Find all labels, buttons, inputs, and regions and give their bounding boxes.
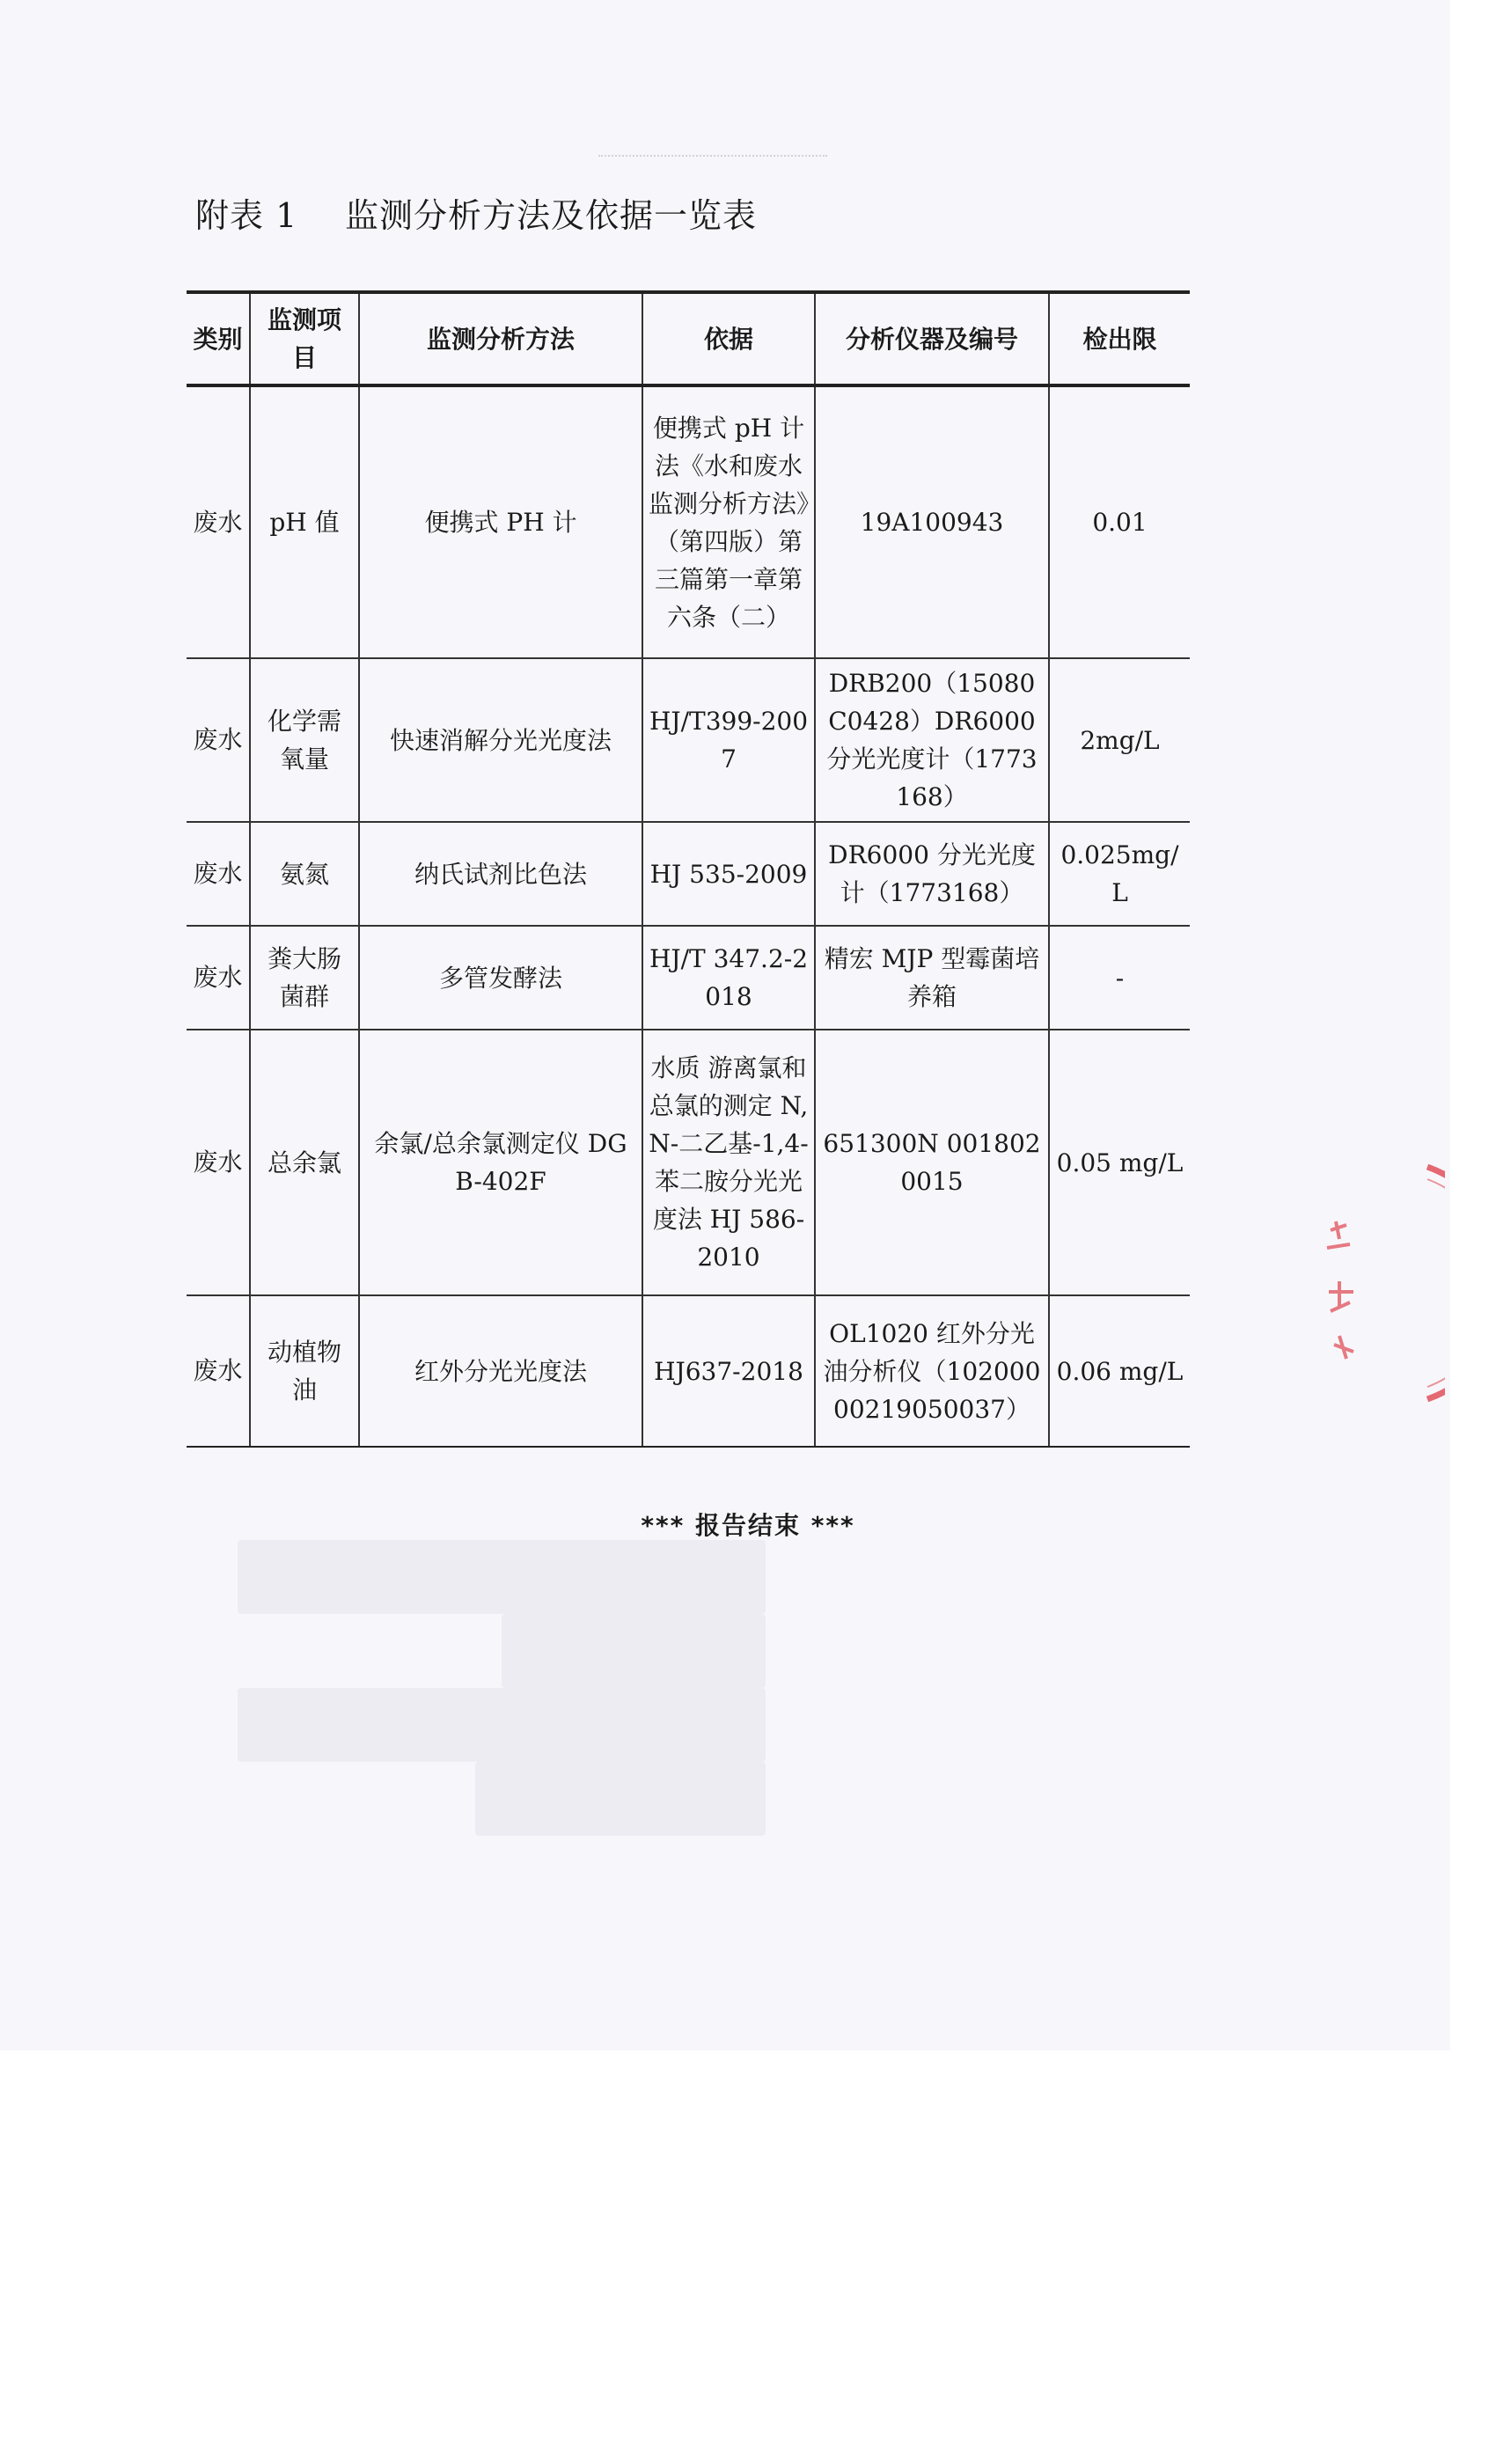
header-basis: 依据	[642, 292, 815, 385]
cell-method: 多管发酵法	[359, 926, 642, 1030]
cell-basis: HJ/T399-2007	[642, 658, 815, 822]
cell-method: 纳氏试剂比色法	[359, 822, 642, 926]
show-through-line	[238, 1688, 766, 1762]
cell-category: 废水	[187, 1295, 250, 1447]
header-category: 类别	[187, 292, 250, 385]
header-method: 监测分析方法	[359, 292, 642, 385]
cell-basis: HJ637-2018	[642, 1295, 815, 1447]
cell-instrument: OL1020 红外分光油分析仪（10200000219050037）	[815, 1295, 1049, 1447]
cell-item: 化学需氧量	[250, 658, 359, 822]
cell-category: 废水	[187, 926, 250, 1030]
appendix-title-text: 监测分析方法及依据一览表	[345, 196, 758, 235]
header-instrument: 分析仪器及编号	[815, 292, 1049, 385]
scan-right-margin	[1450, 0, 1496, 2050]
table-row	[187, 822, 1190, 926]
cell-limit: 0.025mg/L	[1049, 822, 1190, 926]
table-row	[187, 385, 1190, 658]
appendix-title	[195, 188, 757, 237]
cell-method: 红外分光光度法	[359, 1295, 642, 1447]
header-item: 监测项目	[250, 292, 359, 385]
report-end-note: *** 报告结束 ***	[641, 1511, 855, 1540]
cell-instrument: 651300N 0018020015	[815, 1030, 1049, 1295]
cell-item: 动植物油	[250, 1295, 359, 1447]
cell-limit: 2mg/L	[1049, 658, 1190, 822]
cell-basis: 便携式 pH 计法《水和废水监测分析方法》（第四版）第三篇第一章第六条（二）	[642, 385, 815, 658]
cell-basis: HJ/T 347.2-2018	[642, 926, 815, 1030]
cell-category: 废水	[187, 1030, 250, 1295]
cell-instrument: 19A100943	[815, 385, 1049, 658]
cell-instrument: DRB200（15080C0428）DR6000 分光光度计（1773168）	[815, 658, 1049, 822]
show-through-line	[502, 1614, 766, 1688]
cell-limit: 0.01	[1049, 385, 1190, 658]
methods-table	[187, 290, 1190, 1448]
show-through-line	[238, 1540, 766, 1614]
cell-item: 总余氯	[250, 1030, 359, 1295]
cell-limit: 0.05 mg/L	[1049, 1030, 1190, 1295]
cell-basis: HJ 535-2009	[642, 822, 815, 926]
cell-method: 快速消解分光光度法	[359, 658, 642, 822]
cell-method: 余氯/总余氯测定仪 DGB-402F	[359, 1030, 642, 1295]
cell-item: 粪大肠菌群	[250, 926, 359, 1030]
cell-instrument: 精宏 MJP 型霉菌培养箱	[815, 926, 1049, 1030]
table-header-row	[187, 292, 1190, 385]
cell-item: pH 值	[250, 385, 359, 658]
scan-bottom-blank	[0, 2050, 1496, 2464]
cell-category: 废水	[187, 385, 250, 658]
faint-scan-mark	[598, 155, 827, 172]
cell-instrument: DR6000 分光光度计（1773168）	[815, 822, 1049, 926]
header-limit: 检出限	[1049, 292, 1190, 385]
cell-item: 氨氮	[250, 822, 359, 926]
cell-method: 便携式 PH 计	[359, 385, 642, 658]
cell-basis: 水质 游离氯和总氯的测定 N,N-二乙基-1,4-苯二胺分光光度法 HJ 586-2010	[642, 1030, 815, 1295]
cell-limit: 0.06 mg/L	[1049, 1295, 1190, 1447]
show-through-text-area	[238, 1540, 766, 1830]
show-through-line	[475, 1762, 766, 1836]
appendix-label: 附表 1	[195, 196, 298, 235]
table-row	[187, 1295, 1190, 1447]
cell-category: 废水	[187, 822, 250, 926]
cell-category: 废水	[187, 658, 250, 822]
table-row	[187, 926, 1190, 1030]
cell-limit: -	[1049, 926, 1190, 1030]
table-row	[187, 1030, 1190, 1295]
red-seal-stamp	[1313, 1160, 1445, 1406]
table-row	[187, 658, 1190, 822]
